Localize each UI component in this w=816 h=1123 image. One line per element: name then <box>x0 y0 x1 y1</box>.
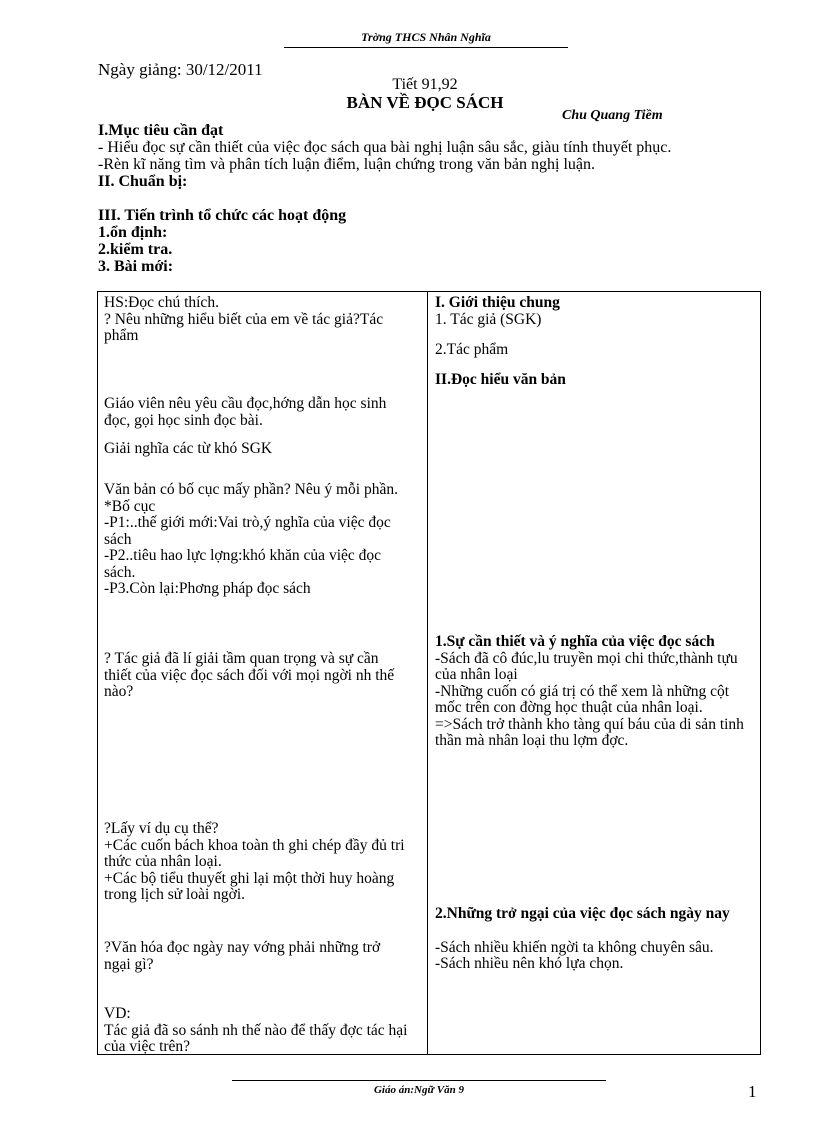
author-name: Chu Quang Tiềm <box>562 108 663 123</box>
page-number: 1 <box>748 1082 757 1101</box>
footer-rule <box>232 1080 606 1081</box>
objective-1: - Hiểu đọc sự cần thiết của việc đọc sách qua bài nghị luận sâu sắc, giàu tính thuyết phục. <box>98 139 672 156</box>
lesson-number: Tiết 91,92 <box>392 76 458 93</box>
left-text: *Bố cục <box>104 497 156 515</box>
right-text: -Những cuốn có giá trị có thể xem là những cột mốc trên con đờng học thuật của nhân loại. <box>435 682 730 716</box>
left-block-5 <box>104 821 409 904</box>
right-text: 2.Tác phẩm <box>435 341 509 358</box>
left-text: Giáo viên nêu yêu cầu đọc,hớng dẫn học sinh đọc, gọi học sinh đọc bài. <box>104 395 387 429</box>
objectives-heading: I.Mục tiêu cần đạt <box>98 122 224 139</box>
left-block-7 <box>104 1006 409 1056</box>
right-text: -Sách đã cô đúc,lu truyền mọi chi thức,thành tựu của nhân loại <box>435 649 738 683</box>
preparation-heading: II. Chuẩn bị: <box>98 173 188 190</box>
right-text: -Sách nhiều khiến ngời ta không chuyên sâu. <box>435 938 714 956</box>
left-text: Văn bản có bố cục mấy phần? Nêu ý mỗi phần. <box>104 481 398 498</box>
step-stabilize: 1.ổn định: <box>98 224 168 241</box>
lesson-title: BÀN VỀ ĐỌC SÁCH <box>346 93 504 112</box>
right-text: =>Sách trở thành kho tàng quí báu của di sản tinh thần mà nhân loại thu lợm đợc. <box>435 715 744 749</box>
left-text: ?Lấy ví dụ cụ thể? <box>104 820 219 837</box>
right-text: -Sách nhiều nên khó lựa chọn. <box>435 955 624 972</box>
lesson-intro <box>98 122 758 275</box>
left-text: ? Tác giả đã lí giải tầm quan trọng và sự cần thiết của việc đọc sách đối với mọi ngời nh thế nào? <box>104 650 395 700</box>
left-text: HS:Đọc chú thích. <box>104 294 219 311</box>
left-text: +Các bộ tiểu thuyết ghi lại một thời huy hoàng trong lịch sử loài ngời. <box>104 869 395 903</box>
process-heading: III. Tiến trình tổ chức các hoạt động <box>98 207 347 224</box>
left-text: ? Nêu những hiểu biết của em về tác giả?Tác phẩm <box>104 310 384 344</box>
objective-2: -Rèn kĩ năng tìm và phân tích luận điểm, luận chứng trong văn bản nghị luận. <box>98 156 596 173</box>
step-new-lesson: 3. Bài mới: <box>98 258 174 275</box>
left-text: -P1:..thế giới mới:Vai trò,ý nghĩa của việc đọc sách <box>104 514 391 548</box>
right-heading: 1.Sự cần thiết và ý nghĩa của việc đọc sách <box>435 633 715 650</box>
left-text: +Các cuốn bách khoa toàn th ghi chép đầy đủ tri thức của nhân loại. <box>104 836 405 870</box>
table-column-divider <box>427 291 428 1055</box>
right-block-3 <box>435 906 755 973</box>
right-heading: I. Giới thiệu chung <box>435 294 560 311</box>
step-check: 2.kiểm tra. <box>98 241 173 258</box>
right-block-2 <box>435 634 755 750</box>
school-header: Trờng THCS Nhân Nghĩa <box>284 30 568 48</box>
right-heading: 2.Những trở ngại của việc đọc sách ngày nay <box>435 905 730 922</box>
left-text: -P2..tiêu hao lực lợng:khó khăn của việc đọc sách. <box>104 547 382 581</box>
left-text: VD: <box>104 1005 131 1022</box>
right-heading: II.Đọc hiểu văn bản <box>435 370 566 388</box>
left-text: Giải nghĩa các từ khó SGK <box>104 440 273 457</box>
left-block-2 <box>104 396 414 458</box>
right-text: 1. Tác giả (SGK) <box>435 310 542 328</box>
left-block-4 <box>104 651 404 701</box>
footer-text: Giáo án:Ngữ Văn 9 <box>373 1084 465 1096</box>
left-block-1 <box>104 295 414 345</box>
teaching-date: Ngày giảng: 30/12/2011 <box>98 60 263 79</box>
left-text: Tác giả đã so sánh nh thế nào để thấy đợc tác hại của việc trên? <box>104 1021 408 1055</box>
left-text: -P3.Còn lại:Phơng pháp đọc sách <box>104 580 311 597</box>
left-block-6 <box>104 940 404 973</box>
left-text: ?Văn hóa đọc ngày nay vớng phải những trở ngại gì? <box>104 939 381 973</box>
left-block-3 <box>104 482 404 598</box>
right-block-1 <box>435 295 755 388</box>
